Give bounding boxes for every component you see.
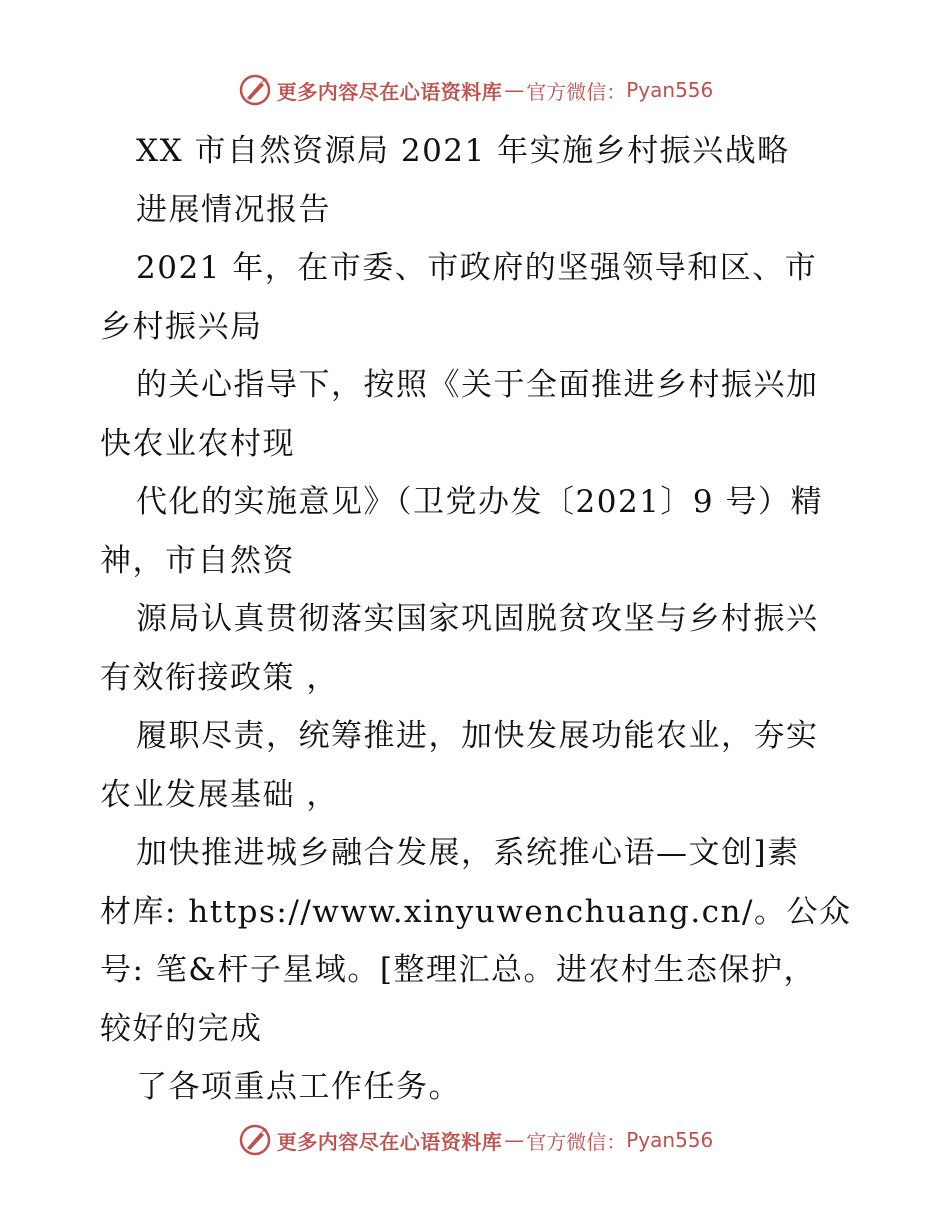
document-line: 2021 年，在市委、市政府的坚强领导和区、市 xyxy=(136,250,818,286)
document-line: 的关心指导下，按照《关于全面推进乡村振兴加 xyxy=(136,367,819,403)
document-title-line-2: 进展情况报告 xyxy=(136,191,331,228)
watermark-wechat-label: 官方微信： xyxy=(526,1129,627,1154)
quill-logo-icon xyxy=(237,72,273,108)
watermark-banner-top xyxy=(0,70,950,110)
watermark-wechat-id: Pyan556 xyxy=(626,1128,714,1152)
watermark-separator: — xyxy=(504,1128,525,1152)
watermark-banner-bottom xyxy=(0,1120,950,1160)
watermark-wechat-id: Pyan556 xyxy=(626,78,714,102)
document-line: 加快推进城乡融合发展，系统推心语—文创]素 xyxy=(136,835,800,871)
document-line: 了各项重点工作任务。 xyxy=(136,1069,461,1105)
document-line: 号: 笔&杆子星域。[整理汇总。进农村生态保护， xyxy=(100,952,816,988)
document-line: 有效衔接政策 ， xyxy=(100,659,339,696)
watermark-wechat-label: 官方微信： xyxy=(526,79,627,104)
watermark-separator: — xyxy=(504,78,525,102)
document-title-line-1: XX 市自然资源局 2021 年实施乡村振兴战略 xyxy=(136,133,790,169)
document-line: 乡村振兴局 xyxy=(100,308,263,345)
document-line: 神，市自然资 xyxy=(100,542,295,579)
document-line: 履职尽责，统筹推进，加快发展功能农业，夯实 xyxy=(136,718,819,754)
document-line: 材库: https://www.xinyuwenchuang.cn/。公众 xyxy=(100,893,852,930)
watermark-text: 更多内容尽在心语资料库 xyxy=(276,1129,503,1154)
watermark-text: 更多内容尽在心语资料库 xyxy=(276,79,503,104)
document-line: 源局认真贯彻落实国家巩固脱贫攻坚与乡村振兴 xyxy=(136,601,819,637)
document-line: 快农业农村现 xyxy=(100,425,295,462)
document-line: 较好的完成 xyxy=(100,1010,263,1047)
document-body xyxy=(100,122,860,1117)
document-line: 代化的实施意见》（卫党办发〔2021〕9 号）精 xyxy=(136,484,823,520)
quill-logo-icon xyxy=(237,1122,273,1158)
document-line: 农业发展基础 ， xyxy=(100,776,339,813)
